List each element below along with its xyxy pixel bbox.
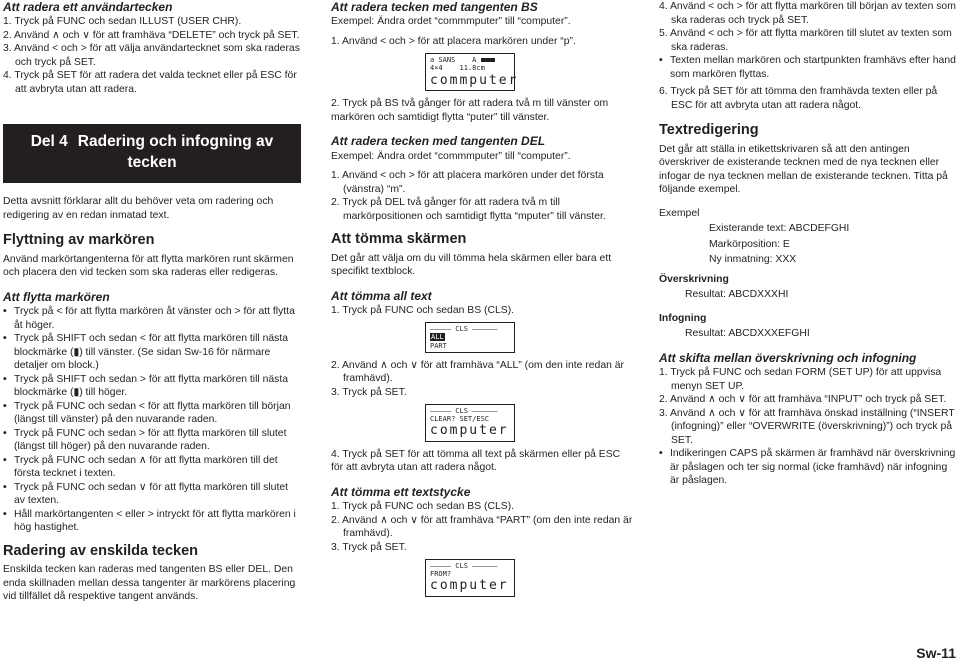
step: 4. Tryck på SET för att radera det valda tecknet eller på ESC för att avbryta utan att radera.: [3, 70, 297, 95]
section-title-switch-mode: Att skifta mellan överskrivning och infogning: [659, 350, 917, 365]
chapter-banner: [3, 124, 301, 183]
list-item: • Tryck på FUNC och sedan < för att flytta markören till början (längst till vänster) på den nuvarande raden.: [3, 400, 301, 427]
step: 2. Tryck på BS två gånger för att radera två m till vänster om markören och samtidigt flytta “puter” till vänster.: [331, 98, 609, 123]
page-number: Sw-11: [916, 644, 956, 661]
step: 4. Tryck på SET för att tömma all text på skärmen eller på ESC för att avbryta utan att radera något.: [331, 448, 621, 474]
overwrite-label: Överskrivning: [659, 273, 729, 285]
chapter-intro: Detta avsnitt förklarar allt du behöver veta om radering och redigering av en redan inmatad text.: [3, 196, 274, 221]
step: 1. Tryck på FUNC och sedan FORM (SET UP) för att uppvisa menyn SET UP.: [659, 367, 942, 392]
list-item: • Texten mellan markören och startpunkten framhävs efter hand som markören flyttas.: [659, 54, 959, 81]
step: 4. Använd < och > för att flytta markören till början av texten som ska raderas och tryck på SET.: [659, 1, 956, 26]
lcd-big-text: commputer: [430, 72, 519, 88]
list-item: • Tryck på FUNC och sedan > för att flytta markören till slutet (längst till höger) på den nuvarande raden.: [3, 427, 301, 454]
section-title-clear-screen: Att tömma skärmen: [331, 231, 467, 248]
cursor-movement-text: Använd markörtangenterna för att flytta markören runt skärmen och placera den vid tecken som ska raderas eller redigeras.: [3, 253, 294, 279]
chapter-title: Radering och infogning av tecken: [77, 133, 274, 172]
section-title-del-delete: Att radera tecken med tangenten DEL: [331, 134, 546, 149]
del-example: Exempel: Ändra ordet “commmputer” till “computer”.: [331, 150, 571, 162]
lcd-big-text: computer: [430, 423, 509, 439]
list-item: • Tryck på SHIFT och sedan < för att flytta markören till nästa blockmärke (▮) till vänster. (Se sidan Sw-16 för närmare detaljer om block.): [3, 332, 301, 373]
steps-delete-user-char: [3, 15, 301, 96]
step: 2. Använd ∧ och ∨ för att framhäva “PART” (om den inte redan är framhävd).: [331, 514, 633, 540]
lcd-text: 11.8cm: [459, 64, 485, 73]
step: 2. Använd ∧ och ∨ för att framhäva “INPUT” och tryck på SET.: [659, 394, 947, 406]
lcd-display-3: [425, 404, 515, 442]
column-right: [659, 0, 959, 488]
step: 1. Använd < och > för att placera markören under det första (vänstra) “m”.: [331, 170, 604, 195]
lcd-text: 4×4: [430, 64, 443, 73]
step: 3. Tryck på SET.: [331, 386, 407, 398]
delete-single-text: Enskilda tecken kan raderas med tangenten BS eller DEL. Den enda skillnaden mellan dessa tangenter är markörens placering vid tillfället då respektive tangent används.: [3, 564, 296, 603]
section-title-bs-delete: Att radera tecken med tangenten BS: [331, 0, 538, 14]
list-item: • Tryck på < för att flytta markören åt vänster och > för att flytta åt höger.: [3, 305, 301, 332]
lcd-display-4: [425, 559, 515, 597]
lcd-text: CLEAR? SET/ESC: [430, 415, 490, 424]
column-middle: [331, 0, 633, 603]
section-title-clear-part: Att tömma ett textstycke: [331, 484, 471, 499]
lcd-big-text: computer: [430, 578, 509, 594]
lcd-display-1: [425, 53, 519, 91]
step: 5. Använd < och > för att flytta markören till slutet av texten som ska raderas.: [659, 28, 952, 53]
section-title-clear-all: Att tömma all text: [331, 288, 432, 303]
section-title-cursor-movement: Flyttning av markören: [3, 232, 155, 249]
step: 3. Använd < och > för att välja användartecknet som ska raderas och tryck på SET.: [3, 43, 300, 68]
step: 6. Tryck på SET för att tömma den framhävda texten eller på ESC för att avbryta utan att radera något.: [659, 86, 938, 111]
lcd-text: ––––– CLS ––––––: [430, 325, 498, 334]
clear-screen-text: Det går att välja om du vill tömma hela skärmen eller bara ett specifikt textblock.: [331, 252, 612, 278]
step: 1. Tryck på FUNC och sedan BS (CLS).: [331, 304, 515, 316]
lcd-text: A: [472, 56, 477, 65]
chapter-number: Del 4: [30, 133, 68, 151]
step: 1. Tryck på FUNC och sedan BS (CLS).: [331, 501, 515, 513]
step: 1. Tryck på FUNC och sedan ILLUST (USER CHR).: [3, 16, 242, 28]
step: 1. Använd < och > för att placera markören under “p”.: [331, 35, 576, 47]
example-line: Markörposition: E: [709, 238, 790, 250]
section-title-delete-single: Radering av enskilda tecken: [3, 542, 199, 559]
list-item: • Håll markörtangenten < eller > intryckt för att flytta markören i hög hastighet.: [3, 508, 301, 535]
step: 2. Använd ∧ och ∨ för att framhäva “ALL” (om den inte redan är framhävd).: [331, 359, 625, 385]
lcd-text: ––––– CLS ––––––: [430, 562, 498, 571]
example-line: Ny inmatning: XXX: [709, 254, 797, 266]
lcd-display-2: [425, 322, 515, 352]
text-editing-intro: Det går att ställa in etikettskrivaren så att den antingen överskriver de existerande tecknen med de nya tecknen eller infogar de nya tecknen mellan de existerande tecknen. Titta på följande exempel.: [659, 143, 948, 196]
step: 3. Tryck på SET.: [331, 541, 407, 553]
section-title-move-cursor: Att flytta markören: [3, 289, 110, 304]
overwrite-result: Resultat: ABCDXXXHI: [685, 289, 789, 301]
step: 3. Använd ∧ och ∨ för att framhäva önskad inställning (“INSERT (infogning)” eller “OVERWRITE (överskrivning)”) och tryck på SET.: [659, 407, 955, 446]
list-item: • Tryck på FUNC och sedan ∧ för att flytta markören till det första tecknet i texten.: [3, 454, 301, 481]
lcd-text: ALL: [431, 333, 444, 342]
list-item: • Tryck på FUNC och sedan ∨ för att flytta markören till slutet av texten.: [3, 481, 301, 508]
list-item: • Tryck på SHIFT och sedan > för att flytta markören till nästa blockmärke (▮) till höger.: [3, 373, 301, 400]
section-title-text-editing: Textredigering: [659, 122, 759, 139]
insert-label: Infogning: [659, 312, 707, 324]
step: 2. Tryck på DEL två gånger för att radera två m till markörpositionen och samtidigt flytta “mputer” till vänster.: [331, 197, 606, 222]
column-left: [3, 0, 301, 606]
example-label: Exempel: [659, 207, 700, 219]
move-cursor-list: [3, 305, 301, 535]
lcd-text: a SANS: [430, 56, 456, 65]
section-title-delete-user-char: Att radera ett användartecken: [3, 0, 173, 14]
step: 2. Använd ∧ och ∨ för att framhäva “DELETE” och tryck på SET.: [3, 29, 300, 41]
example-line: Existerande text: ABCDEFGHI: [709, 223, 850, 235]
list-item: • Indikeringen CAPS på skärmen är framhävd när överskrivning är påslagen och ter sig normal (icke framhävd) när infogning är påslagen.: [659, 447, 959, 488]
lcd-text: FROM?: [430, 570, 452, 579]
insert-result: Resultat: ABCDXXXEFGHI: [685, 328, 810, 340]
lcd-text: PART: [430, 341, 447, 350]
lcd-text: ––––– CLS ––––––: [430, 407, 498, 416]
bs-example: Exempel: Ändra ordet “commmputer” till “computer”.: [331, 16, 571, 28]
